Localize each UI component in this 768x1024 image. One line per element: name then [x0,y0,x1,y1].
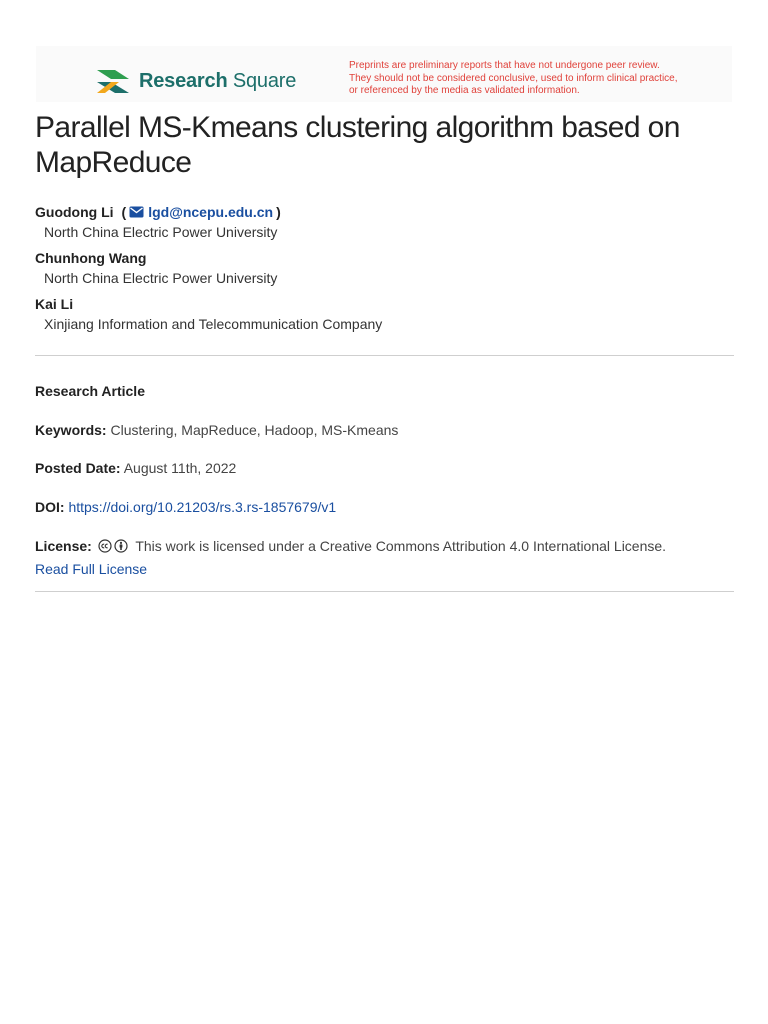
author-name-row [35,202,735,222]
author-entry [35,202,735,242]
author-list [35,202,735,340]
author-entry [35,294,735,334]
logo-text-research: Research [139,69,228,92]
doi-link[interactable]: https://doi.org/10.21203/rs.3.rs-1857679/v1 [68,499,337,515]
paper-title: Parallel MS-Kmeans clustering algorithm based on MapReduce [35,111,680,179]
cc-icon [98,539,112,553]
article-type: Research Article [35,383,145,399]
author-name: Chunhong Wang [35,250,147,266]
license-text: This work is licensed under a Creative Commons Attribution 4.0 International License. [135,538,667,554]
divider [35,591,734,592]
author-entry [35,248,735,288]
posted-date-value: August 11th, 2022 [123,460,237,476]
divider [35,355,734,356]
doi-label: DOI: [35,499,65,515]
logo-text [139,70,296,93]
doi-row [35,496,735,518]
logo-text-square: Square [232,69,297,92]
author-email-link[interactable] [129,202,273,222]
read-full-license-link[interactable]: Read Full License [35,561,148,577]
envelope-icon [129,206,144,218]
keywords-value: Clustering, MapReduce, Hadoop, MS-Kmeans [110,422,399,438]
article-type-row [35,380,735,402]
license-row [35,535,735,581]
posted-date-label: Posted Date: [35,460,121,476]
paren-close: ) [276,204,281,220]
keywords-row [35,419,735,441]
author-name: Kai Li [35,296,74,312]
research-square-logo[interactable] [95,66,296,96]
author-affiliation: North China Electric Power University [44,270,278,286]
author-name: Guodong Li [35,204,114,220]
preprint-disclaimer [349,60,709,98]
by-icon [114,539,128,553]
author-email: lgd@ncepu.edu.cn [148,204,274,220]
author-affiliation: North China Electric Power University [44,224,278,240]
author-affiliation: Xinjiang Information and Telecommunication Company [44,316,383,332]
disclaimer-line: Preprints are preliminary reports that have not undergone peer review. [349,60,660,71]
disclaimer-line: or referenced by the media as validated information. [349,85,580,96]
license-label: License: [35,538,92,554]
paren-open: ( [121,204,127,220]
keywords-label: Keywords: [35,422,107,438]
license-icons [98,539,130,553]
posted-date-row [35,457,735,479]
disclaimer-line: They should not be considered conclusive, used to inform clinical practice, [349,72,678,84]
research-square-logo-icon [95,66,131,96]
